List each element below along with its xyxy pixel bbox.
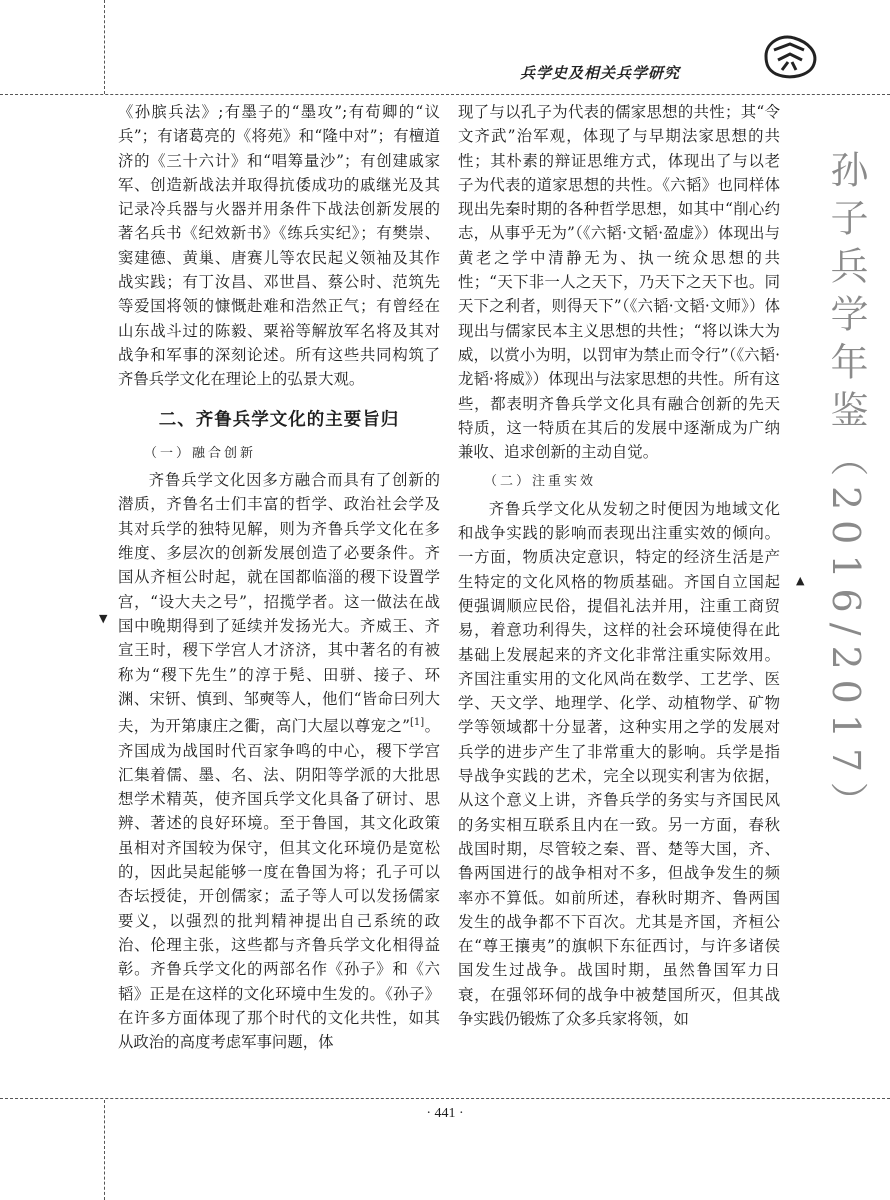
left-column xyxy=(118,100,440,1054)
side-title-yearbook: 孙子兵学年鉴（2016/2017） xyxy=(824,150,868,831)
right-paragraph-1: 现了与以孔子为代表的儒家思想的共性；其“令文齐武”治军观，体现了与早期法家思想的共性；其朴素的辩证思维方式，体现出了与以老子为代表的道家思想的共性。《六韬》也同样体现出先秦时期的各种哲学思想，如其中“削心约志，从事乎无为”（《六韬·文韬·盈虚》）体现出与黄老之学中清静无为、执一统众思想的共性；“天下非一人之天下，乃天下之天下也。同天下之利者，则得天下”（《六韬·文韬·文师》）体现出与儒家民本主义思想的共性；“将以诛大为威，以赏小为明，以罚审为禁止而令行”（《六韬·龙韬·将威》）体现出与法家思想的共性。所有这些，都表明齐鲁兵学文化具有融合创新的先天特质，这一特质在其后的发展中逐渐成为广纳兼收、追求创新的主动自觉。 xyxy=(458,103,780,462)
top-dashed-rule xyxy=(0,94,890,95)
subheading-practical-effect: （二）注重实效 xyxy=(484,474,597,490)
left-dashed-rule-lower xyxy=(104,1100,105,1200)
left-paragraph-2-part-1: 齐鲁兵学文化因多方融合而具有了创新的潜质，齐鲁名士们丰富的哲学、政治社会学及其对兵学的独特见解，则为齐鲁兵学文化在多维度、多层次的创新发展创造了必要条件。齐国从齐桓公时起，就在国都临淄的稷下设置学宫，“设大夫之号”，招揽学者。这一做法在战国中晚期得到了延续并发扬光大。齐威王、齐宣王时，稷下学宫人才济济，其中著名的有被称为“稷下先生”的淳于髡、田骈、接子、环渊、宋钘、慎到、邹奭等人，他们“皆命曰列大夫，为开第康庄之衢，高门大屋以尊宠之” xyxy=(118,471,440,736)
subheading-fusion-innovation: （一）融合创新 xyxy=(144,445,257,461)
left-paragraph-2 xyxy=(118,468,440,1054)
left-paragraph-2-part-2: 。齐国成为战国时代百家争鸣的中心，稷下学宫汇集着儒、墨、名、法、阴阳等学派的大批思想学术精英，使齐国兵学文化具备了研讨、思辨、著述的良好环境。至于鲁国，其文化政策虽相对齐国较为保守，但其文化环境仍是宽松的，因此吴起能够一度在鲁国为将；孔子可以杏坛授徒，开创儒家；孟子等人可以发扬儒家要义，以强烈的批判精神提出自己系统的政治、伦理主张，这些都与齐鲁兵学文化相得益彰。齐鲁兵学文化的两部名作《孙子》和《六韬》正是在这样的文化环境中生发的。《孙子》在许多方面体现了那个时代的文化共性，如其从政治的高度考虑军事问题，体 xyxy=(118,717,440,1052)
right-column xyxy=(458,100,780,1031)
citation-1: [1] xyxy=(410,717,425,729)
right-triangle-marker: ▲ xyxy=(796,574,805,587)
bottom-dashed-rule xyxy=(0,1098,890,1099)
page-number: · 441 · xyxy=(426,1106,464,1121)
right-paragraph-2: 齐鲁兵学文化从发轫之时便因为地域文化和战争实践的影响而表现出注重实效的倾向。一方面，物质决定意识，特定的经济生活是产生特定的文化风格的物质基础。齐国自立国起便强调顺应民俗，提倡礼法并用，注重工商贸易，着意功利得失，这样的社会环境使得在此基础上发展起来的齐文化非常注重实际效用。齐国注重实用的文化风尚在数学、工艺学、医学、天文学、地理学、化学、动植物学、矿物学等领域都十分显著，这种实用之学的发展对兵学的进步产生了非常重大的影响。兵学是指导战争实践的艺术，完全以现实利害为依据，从这个意义上讲，齐鲁兵学的务实与齐国民风的务实相互联系且内在一致。另一方面，春秋战国时期，尽管较之秦、晋、楚等大国，齐、鲁两国进行的战争相对不多，但战争发生的频率亦不算低。如前所述，春秋时期齐、鲁两国发生的战争都不下百次。尤其是齐国，齐桓公在“尊王攘夷”的旗帜下东征西讨，与许多诸侯国发生过战争。战国时期，虽然鲁国军力日衰，在强邻环伺的战争中被楚国所灭，但其战争实践仍锻炼了众多兵家将领，如 xyxy=(458,499,780,1028)
left-dashed-rule xyxy=(104,0,105,94)
left-triangle-marker: ▼ xyxy=(99,612,108,625)
left-paragraph-1: 《孙膑兵法》;有墨子的“墨攻”;有荀卿的“议兵”；有诸葛亮的《将苑》和“隆中对”；有檀道济的《三十六计》和“唱筹量沙”；有创建戚家军、创造新战法并取得抗倭成功的戚继光及其记录冷兵器与火器并用条件下战法创新发展的著名兵书《纪效新书》《练兵实纪》；有樊崇、窦建德、黄巢、唐赛儿等农民起义领袖及其作战实践；有丁汝昌、邓世昌、蔡公时、范筑先等爱国将领的慷慨赴难和浩然正气；有曾经在山东战斗过的陈毅、粟裕等解放军名将及其对战争和军事的深刻论述。所有这些共同构筑了齐鲁兵学文化在理论上的弘景大观。 xyxy=(118,103,440,389)
logo-emblem-icon xyxy=(760,30,822,82)
section-heading: 二、齐鲁兵学文化的主要旨归 xyxy=(158,409,400,430)
running-title: 兵学史及相关兵学研究 xyxy=(520,64,681,82)
